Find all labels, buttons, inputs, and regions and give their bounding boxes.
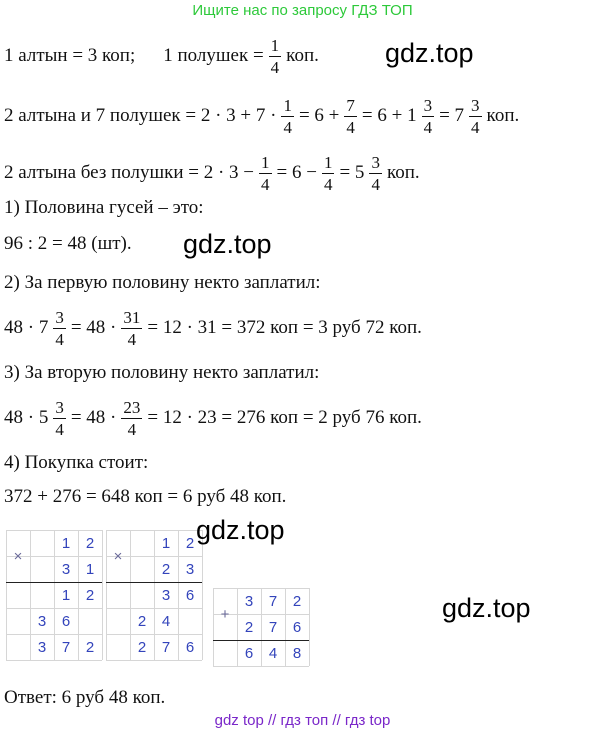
- grid-line: [106, 660, 202, 661]
- text: = 6 −: [276, 162, 317, 183]
- fraction: $\frac{1}{4}$: [283, 95, 292, 137]
- grid-line: [6, 660, 102, 661]
- step4-title: 4) Покупка стоит:: [4, 452, 149, 473]
- grid-line: [202, 530, 203, 660]
- digit: 3: [185, 560, 195, 578]
- digit: 2: [161, 560, 171, 578]
- digit: 7: [161, 638, 171, 656]
- text: 1 полушек =: [163, 45, 264, 66]
- bottom-banner: gdz top // гдз топ // гдз top: [214, 712, 391, 729]
- text: = 12 · 31 = 372 коп = 3 руб 72 коп.: [147, 317, 422, 338]
- digit: 3: [61, 560, 71, 578]
- digit: 6: [292, 618, 302, 636]
- digit: 3: [37, 638, 47, 656]
- text: = 48 ·: [70, 317, 117, 338]
- digit: 7: [268, 592, 278, 610]
- watermark: gdz.top: [183, 229, 272, 259]
- step1-calc: 96 : 2 = 48 (шт).: [4, 233, 132, 254]
- text: = 48 ·: [70, 407, 117, 428]
- fraction: $\frac{3}{4}$: [55, 397, 64, 439]
- watermark: gdz.top: [385, 38, 474, 68]
- text: коп.: [486, 105, 520, 126]
- digit: 1: [61, 534, 71, 552]
- digit: 3: [161, 586, 171, 604]
- digit: 7: [61, 638, 71, 656]
- digit: 2: [292, 592, 302, 610]
- step2-title: 2) За первую половину некто заплатил:: [4, 272, 321, 293]
- text: 2 алтына без полушки = 2 · 3 −: [4, 162, 255, 183]
- digit: 3: [244, 592, 254, 610]
- text: = 7: [439, 105, 465, 126]
- fraction: $\frac{31}{4}$: [123, 307, 141, 349]
- grid-line: [309, 588, 310, 666]
- digit: 6: [244, 644, 254, 662]
- grid-line: [213, 588, 214, 666]
- digit: 6: [185, 586, 195, 604]
- text: = 5: [339, 162, 365, 183]
- result-line: [213, 640, 309, 641]
- line-altyn-definition: [4, 33, 319, 79]
- text: = 6 + 1: [361, 105, 417, 126]
- digit: 7: [268, 618, 278, 636]
- text: = 6 +: [298, 105, 340, 126]
- digit: 4: [161, 612, 171, 630]
- fraction: $\frac{3}{4}$: [55, 307, 64, 349]
- fraction: $\frac{3}{4}$: [423, 95, 433, 137]
- result-line: [106, 582, 202, 583]
- digit: 2: [85, 534, 95, 552]
- step2-calc: [4, 305, 422, 351]
- text: = 12 · 23 = 276 коп = 2 руб 76 коп.: [147, 407, 422, 428]
- digit: 8: [292, 644, 302, 662]
- text: 1 алтын = 3 коп;: [4, 45, 136, 66]
- digit: 6: [185, 638, 195, 656]
- fraction: $\frac{1}{4}$: [261, 152, 270, 194]
- digit: 6: [61, 612, 71, 630]
- digit: 2: [85, 586, 95, 604]
- fraction: $\frac{3}{4}$: [371, 152, 380, 194]
- step1-title: 1) Половина гусей – это:: [4, 197, 204, 218]
- watermark: gdz.top: [442, 593, 531, 623]
- step3-calc: [4, 395, 422, 441]
- column-multiplication-12x23: [106, 530, 202, 660]
- fraction: $\frac{23}{4}$: [123, 397, 141, 439]
- step3-title: 3) За вторую половину некто заплатил:: [4, 362, 320, 383]
- digit: 2: [244, 618, 254, 636]
- text: 2 алтына и 7 полушек = 2 · 3 + 7 ·: [4, 105, 277, 126]
- grid-line: [102, 530, 103, 660]
- fraction: $\frac{1}{4}$: [270, 35, 280, 77]
- digit: 1: [61, 586, 71, 604]
- text: коп.: [286, 45, 319, 66]
- operator-sign: ×: [13, 547, 23, 565]
- text: коп.: [386, 162, 420, 183]
- top-banner: Ищите нас по запросу ГДЗ ТОП: [192, 2, 413, 19]
- line-two-altyn-minus-polushka: [4, 150, 420, 196]
- grid-line: [213, 666, 309, 667]
- digit: 2: [137, 638, 147, 656]
- digit: 2: [85, 638, 95, 656]
- digit: 1: [161, 534, 171, 552]
- text: 48 · 7: [4, 317, 49, 338]
- column-addition-372-276: [213, 588, 309, 666]
- digit: 1: [85, 560, 95, 578]
- text: 48 · 5: [4, 407, 49, 428]
- digit: 3: [37, 612, 47, 630]
- result-line: [6, 582, 102, 583]
- fraction: $\frac{3}{4}$: [471, 95, 480, 137]
- digit: 2: [137, 612, 147, 630]
- line-two-altyn-seven-polushek: [4, 93, 519, 139]
- step4-calc: 372 + 276 = 648 коп = 6 руб 48 коп.: [4, 486, 287, 507]
- fraction: $\frac{7}{4}$: [346, 95, 355, 137]
- column-multiplication-12x31: [6, 530, 102, 660]
- digit: 2: [185, 534, 195, 552]
- watermark: gdz.top: [196, 515, 285, 545]
- fraction: $\frac{1}{4}$: [323, 152, 333, 194]
- operator-sign: ×: [113, 547, 123, 565]
- operator-sign: +: [220, 605, 230, 623]
- answer: Ответ: 6 руб 48 коп.: [4, 687, 166, 708]
- digit: 4: [268, 644, 278, 662]
